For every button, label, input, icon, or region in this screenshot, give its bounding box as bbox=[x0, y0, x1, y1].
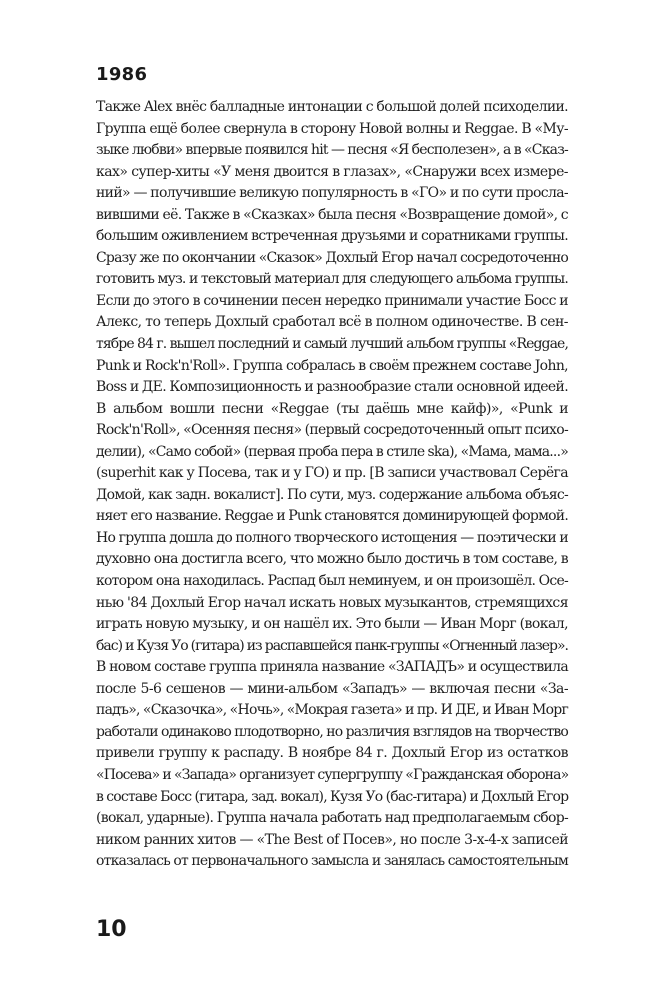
text-line: В альбом вошли песни «Reggae (ты даёшь мне кайф)», «Punk и bbox=[96, 400, 568, 417]
text-line: няет его название. Reggae и Punk становятся доминирующей формой. bbox=[96, 508, 568, 525]
text-line: после 5-6 сешенов — мини-альбом «Западъ» — включая песни «За- bbox=[96, 680, 568, 697]
text-line: Rock'n'Roll», «Осенняя песня» (первый сосредоточенный опыт психо- bbox=[96, 422, 568, 439]
text-line: Но группа дошла до полного творческого истощения — поэтически и bbox=[96, 529, 568, 546]
text-line: (superhit как у Посева, так и у ГО) и пр. [В записи участвовал Серёга bbox=[96, 465, 568, 482]
text-line: привели группу к распаду. В ноябре 84 г. Дохлый Егор из остатков bbox=[96, 745, 568, 762]
text-line: «Посева» и «Запада» организует супергруппу «Гражданская оборона» bbox=[96, 766, 569, 783]
page-number: 10 bbox=[96, 917, 127, 942]
text-line: нью '84 Дохлый Егор начал искать новых музыкантов, стремящихся bbox=[96, 594, 568, 611]
text-line: тябре 84 г. вышел последний и самый лучший альбом группы «Reggae, bbox=[96, 336, 568, 353]
chapter-heading: 1986 bbox=[96, 64, 148, 85]
text-line: В новом составе группа приняла название «ЗАПАДЪ» и осуществила bbox=[96, 659, 568, 676]
text-line: падъ», «Сказочка», «Ночь», «Мокрая газета» и пр. И ДЕ, и Иван Морг bbox=[96, 702, 569, 719]
text-line: зыке любви» впервые появился hit — песня «Я бесполезен», а в «Сказ- bbox=[96, 142, 568, 159]
text-line: Boss и ДЕ. Композиционность и разнообразие стали основной идеей. bbox=[96, 379, 568, 396]
text-line: отказалась от первоначального замысла и занялась самостоятельным bbox=[96, 853, 568, 870]
text-line: ний» — получившие великую популярность в «ГО» и по сути просла- bbox=[96, 185, 568, 202]
text-line: Домой, как задн. вокалист]. По сути, муз. содержание альбома объяс- bbox=[96, 486, 568, 503]
text-line: Если до этого в сочинении песен нередко принимали участие Босс и bbox=[96, 292, 568, 309]
text-line: духовно она достигла всего, что можно было достичь в том составе, в bbox=[96, 551, 568, 568]
text-line: играть новую музыку, и он нашёл их. Это были — Иван Морг (вокал, bbox=[96, 616, 568, 633]
text-line: работали одинаково плодотворно, но различия взглядов на творчество bbox=[96, 723, 568, 740]
text-line: вившими её. Также в «Сказках» была песня «Возвращение домой», с bbox=[96, 206, 568, 223]
text-line: большим оживлением встреченная друзьями и соратниками группы. bbox=[96, 228, 568, 245]
text-line: ках» супер-хиты «У меня двоится в глазах», «Снаружи всех измере- bbox=[96, 163, 568, 180]
text-line: ником ранних хитов — «The Best of Посев», но после 3-х-4-х записей bbox=[96, 831, 568, 848]
text-line: Сразу же по окончании «Сказок» Дохлый Егор начал сосредоточенно bbox=[96, 249, 568, 266]
text-line: Также Alex внёс балладные интонации с большой долей психоделии. bbox=[96, 99, 568, 115]
text-line: готовить муз. и текстовый материал для следующего альбома группы. bbox=[96, 271, 568, 288]
text-line: котором она находилась. Распад был неминуем, и он произошёл. Осе- bbox=[96, 573, 568, 590]
text-line: бас) и Кузя Уо (гитара) из распавшейся панк-группы «Огненный лазер». bbox=[96, 637, 568, 654]
text-line: Алекс, то теперь Дохлый сработал всё в полном одиночестве. В сен- bbox=[96, 314, 568, 331]
text-line: делии), «Само собой» (первая проба пера в стиле ska), «Мама, мама...» bbox=[96, 443, 568, 460]
text-line: в составе Босс (гитара, зад. вокал), Кузя Уо (бас-гитара) и Дохлый Егор bbox=[96, 788, 569, 805]
text-line: Punk и Rock'n'Roll». Группа собралась в своём прежнем составе John, bbox=[96, 357, 568, 374]
text-line: Группа ещё более свернула в сторону Новой волны и Reggae. В «Му- bbox=[96, 120, 568, 137]
body-text bbox=[96, 97, 568, 873]
text-line: (вокал, ударные). Группа начала работать над предполагаемым сбор- bbox=[96, 810, 568, 827]
